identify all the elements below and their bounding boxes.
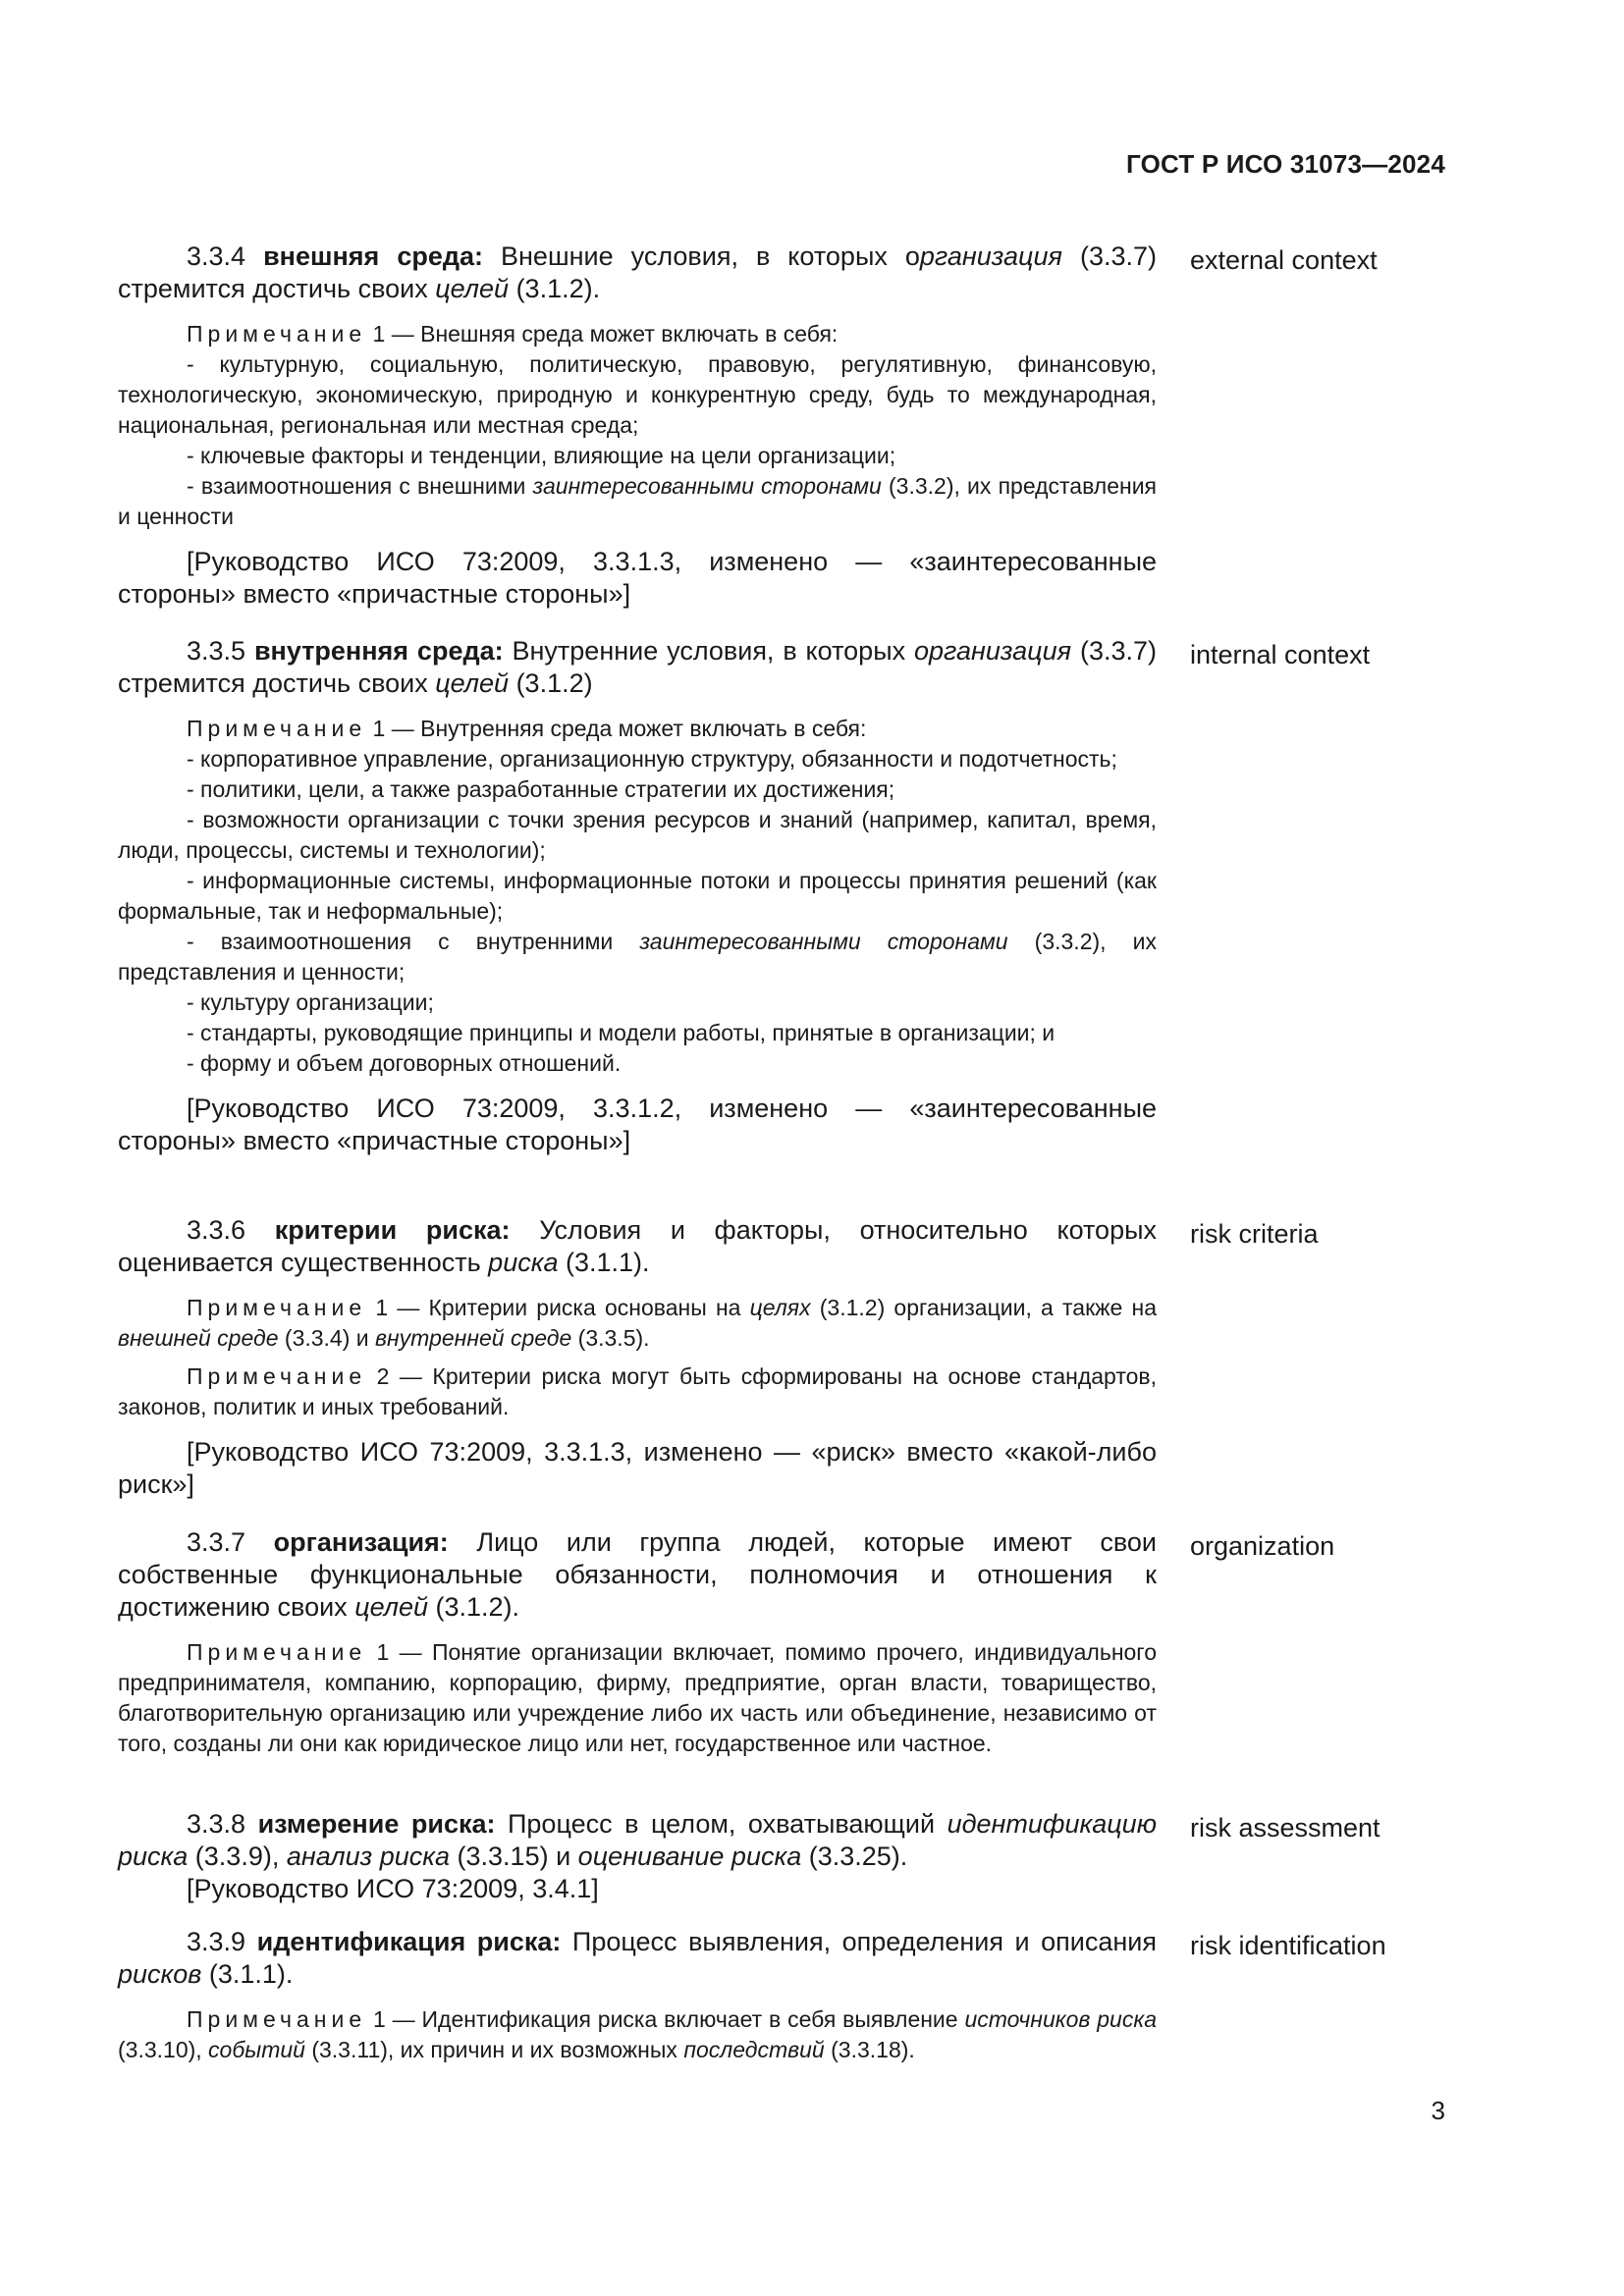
note: Примечание 1 — Внутренняя среда может включать в себя: [187, 716, 867, 741]
list-item: - взаимоотношения с внешними заинтересованными сторонами (3.3.2), их представления и ценности [118, 473, 1158, 529]
english-term: risk assessment [1190, 1813, 1380, 1842]
definition: 3.3.7 организация: Лицо или группа людей, которые имеют свои собственные функциональные обязанности, полномочия и отношения к достижению своих целей (3.1.2). [118, 1527, 1157, 1622]
list-item: - возможности организации с точки зрения ресурсов и знаний (например, капитал, время, люди, процессы, системы и технологии); [118, 807, 1157, 863]
entry-3-3-6 [118, 1214, 1157, 1501]
list-item: - стандарты, руководящие принципы и модели работы, принятые в организации; и [187, 1020, 1056, 1045]
entry-3-3-5 [118, 635, 1157, 1157]
definition: 3.3.4 внешняя среда: Внешние условия, в которых организация (3.3.7) стремится достичь своих целей (3.1.2). [118, 241, 1157, 303]
list-item: - политики, цели, а также разработанные стратегии их достижения; [187, 776, 895, 802]
term: критерии риска: [274, 1215, 511, 1245]
definition: 3.3.9 идентификация риска: Процесс выявления, определения и описания рисков (3.1.1). [118, 1927, 1157, 1989]
list-item: - корпоративное управление, организационную структуру, обязанности и подотчетность; [187, 746, 1117, 772]
term: внешняя среда: [263, 241, 483, 271]
list-item: - информационные системы, информационные потоки и процессы принятия решений (как формальные, так и неформальные); [118, 868, 1157, 924]
entry-3-3-9 [118, 1926, 1157, 2065]
english-term: risk criteria [1190, 1219, 1319, 1249]
page-number: 3 [1431, 2096, 1445, 2125]
term: измерение риска: [257, 1809, 496, 1839]
definition: 3.3.6 критерии риска: Условия и факторы, относительно которых оценивается существенность риска (3.1.1). [118, 1215, 1157, 1277]
english-term: internal context [1190, 640, 1371, 669]
definition: 3.3.5 внутренняя среда: Внутренние условия, в которых организация (3.3.7) стремится достичь своих целей (3.1.2) [118, 636, 1157, 698]
english-term: external context [1190, 245, 1378, 275]
entry-3-3-7 [118, 1526, 1157, 1759]
reference: [Руководство ИСО 73:2009, 3.3.1.3, изменено — «заинтересованные стороны» вместо «причастные стороны»] [118, 547, 1157, 609]
document-header: ГОСТ Р ИСО 31073—2024 [1125, 149, 1445, 179]
definition: 3.3.8 измерение риска: Процесс в целом, охватывающий идентификацию риска (3.3.9), анализ риска (3.3.15) и оценивание риска (3.3.25). [118, 1809, 1157, 1871]
list-item: - культурную, социальную, политическую, правовую, регулятивную, финансовую, технологическую, экономическую, природную и конкурентную среду, будь то международная, национальная, региональная или местная среда; [118, 351, 1157, 438]
term: идентификация риска: [256, 1927, 562, 1956]
list-item: - форму и объем договорных отношений. [187, 1050, 622, 1076]
term: организация: [273, 1527, 449, 1557]
list-item: - взаимоотношения с внутренними заинтересованными сторонами (3.3.2), их представления и ценности; [118, 929, 1157, 985]
note: Примечание 2 — Критерии риска могут быть сформированы на основе стандартов, законов, политик и иных требований. [118, 1363, 1157, 1419]
note: Примечание 1 — Критерии риска основаны на целях (3.1.2) организации, а также на внешней среде (3.3.4) и внутренней среде (3.3.5). [118, 1295, 1158, 1351]
note: Примечание 1 — Внешняя среда может включать в себя: [187, 321, 839, 347]
entry-3-3-8 [118, 1808, 1157, 1905]
reference: [Руководство ИСО 73:2009, 3.3.1.3, изменено — «риск» вместо «какой-либо риск»] [118, 1437, 1157, 1499]
english-term: risk identification [1190, 1931, 1386, 1960]
term: внутренняя среда: [253, 636, 504, 666]
english-term: organization [1190, 1531, 1335, 1561]
list-item: - ключевые факторы и тенденции, влияющие на цели организации; [187, 443, 896, 468]
entry-3-3-4 [118, 240, 1157, 611]
note: Примечание 1 — Идентификация риска включает в себя выявление источников риска (3.3.10), событий (3.3.11), их причин и их возможных последствий (3.3.18). [118, 2006, 1157, 2062]
reference: [Руководство ИСО 73:2009, 3.3.1.2, изменено — «заинтересованные стороны» вместо «причастные стороны»] [118, 1094, 1157, 1155]
note: Примечание 1 — Понятие организации включает, помимо прочего, индивидуального предпринимателя, компанию, корпорацию, фирму, предприятие, орган власти, товарищество, благотворительную организацию или учреждение либо их часть или объединение, независимо от того, созданы ли они как юридическое лицо или нет, государственное или частное. [118, 1639, 1157, 1756]
reference: [Руководство ИСО 73:2009, 3.4.1] [187, 1874, 599, 1903]
list-item: - культуру организации; [187, 989, 434, 1015]
